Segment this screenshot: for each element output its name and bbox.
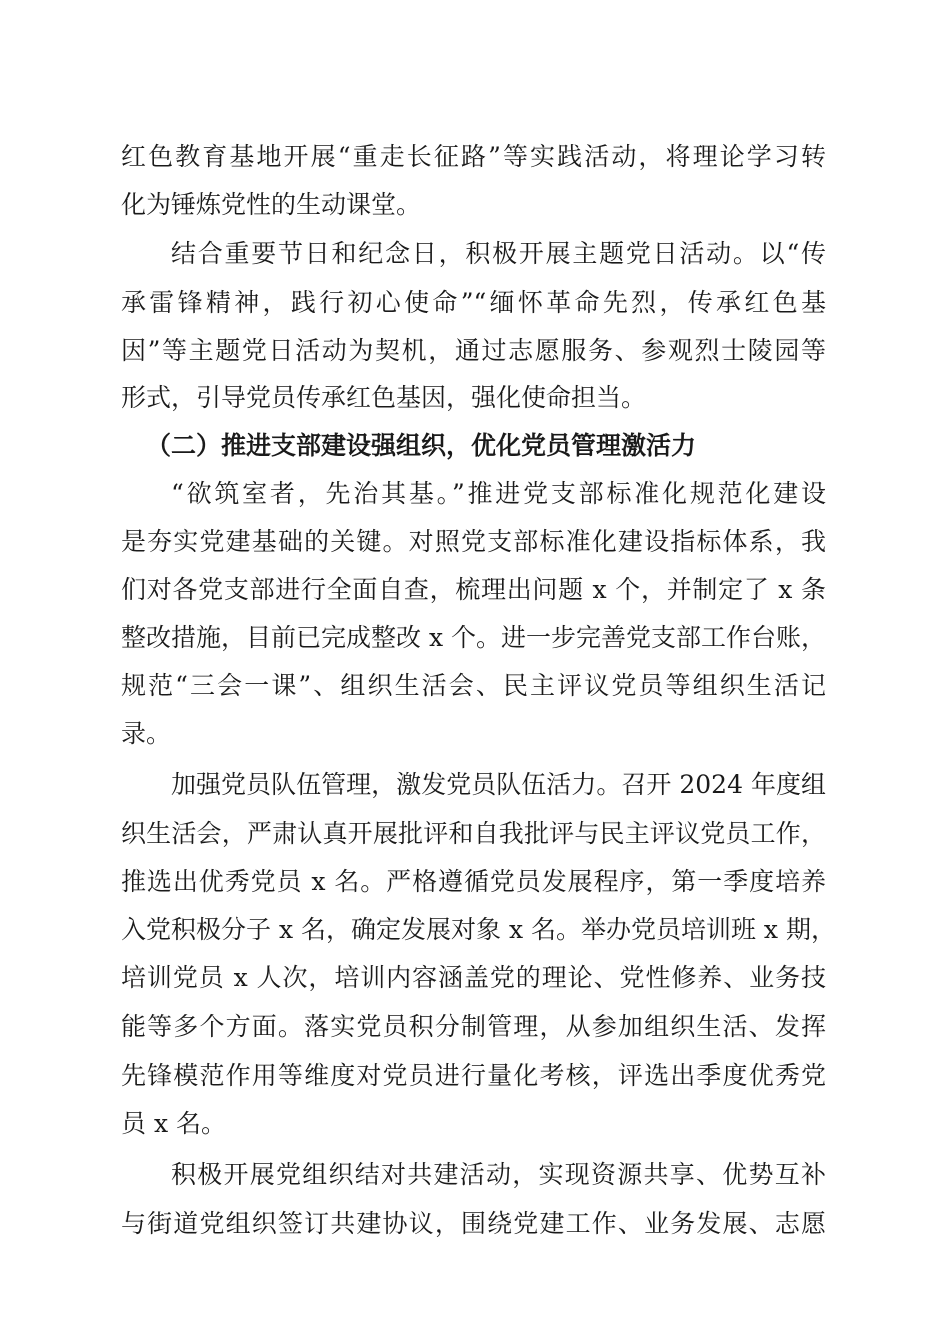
text-line: 先锋模范作用等维度对党员进行量化考核，评选出季度优秀党 — [121, 1061, 826, 1090]
text-line: 是夯实党建基础的关键。对照党支部标准化建设指标体系，我 — [121, 527, 826, 556]
text-line: 录。 — [121, 719, 172, 748]
text-line: 员 x 名。 — [121, 1109, 226, 1138]
text-line: 入党积极分子 x 名，确定发展对象 x 名。举办党员培训班 x 期， — [121, 915, 836, 944]
text-line: “欲筑室者，先治其基。”推进党支部标准化规范化建设 — [171, 479, 826, 508]
text-line: 们对各党支部进行全面自查，梳理出问题 x 个，并制定了 x 条 — [121, 575, 826, 604]
text-line: 承雷锋精神，践行初心使命”“缅怀革命先烈，传承红色基 — [121, 288, 826, 317]
text-line: 加强党员队伍管理，激发党员队伍活力。召开 2024 年度组 — [171, 770, 826, 799]
text-line: 结合重要节日和纪念日，积极开展主题党日活动。以“传 — [171, 239, 826, 268]
text-line: 与街道党组织签订共建协议，围绕党建工作、业务发展、志愿 — [121, 1209, 826, 1238]
text-line: 培训党员 x 人次，培训内容涵盖党的理论、党性修养、业务技 — [121, 963, 826, 992]
section-heading: （二）推进支部建设强组织，优化党员管理激活力 — [146, 431, 697, 460]
text-line: 织生活会，严肃认真开展批评和自我批评与民主评议党员工作， — [121, 819, 826, 848]
text-line: 积极开展党组织结对共建活动，实现资源共享、优势互补 — [171, 1160, 826, 1189]
text-line: 因”等主题党日活动为契机，通过志愿服务、参观烈士陵园等 — [121, 336, 826, 365]
text-line: 推选出优秀党员 x 名。严格遵循党员发展程序，第一季度培养 — [121, 867, 826, 896]
text-line: 规范“三会一课”、组织生活会、民主评议党员等组织生活记 — [121, 671, 826, 700]
text-line: 形式，引导党员传承红色基因，强化使命担当。 — [121, 383, 647, 412]
text-line: 红色教育基地开展“重走长征路”等实践活动，将理论学习转 — [121, 142, 826, 171]
text-line: 能等多个方面。落实党员积分制管理，从参加组织生活、发挥 — [121, 1012, 826, 1041]
text-line: 整改措施，目前已完成整改 x 个。进一步完善党支部工作台账， — [121, 623, 826, 652]
text-line: 化为锤炼党性的生动课堂。 — [121, 190, 422, 219]
